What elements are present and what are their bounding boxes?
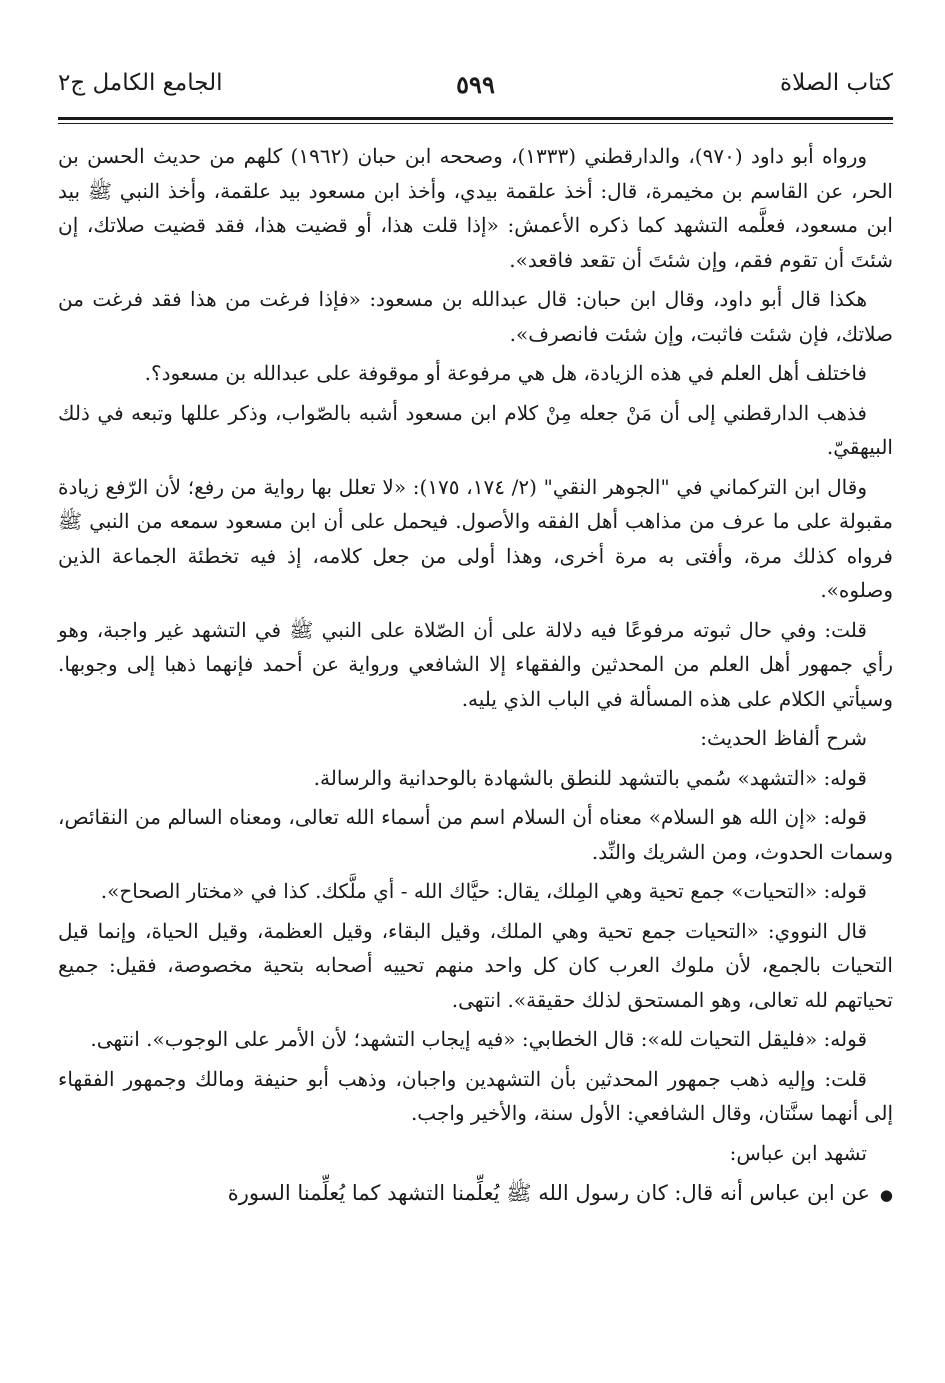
paragraph: فاختلف أهل العلم في هذه الزيادة، هل هي مرفوعة أو موقوفة على عبدالله بن مسعود؟. xyxy=(144,361,867,385)
page-header xyxy=(58,70,893,110)
paragraph: قوله: «التحيات» جمع تحية وهي المِلك، يقال: حيَّاك الله - أي ملَّكك. كذا في «مختار الصحاح». xyxy=(100,879,867,903)
paragraph: قلت: وإليه ذهب جمهور المحدثين بأن التشهدين واجبان، وذهب أبو حنيفة ومالك وجمهور الفقهاء إلى أنهما سنَّتان، وقال الشافعي: الأول سنة، والأخير واجب. xyxy=(58,1066,893,1125)
section-heading: تشهد ابن عباس: xyxy=(729,1140,867,1165)
chapter-title: كتاب الصلاة xyxy=(780,70,893,96)
paragraph: فذهب الدارقطني إلى أن مَنْ جعله مِنْ كلام ابن مسعود أشبه بالصّواب، وذكر عللها وتبعه في ذلك البيهقيّ. xyxy=(58,400,893,459)
page-body xyxy=(58,139,893,1218)
hadith-line xyxy=(58,1176,893,1213)
header-rule-thin xyxy=(58,123,893,124)
paragraph: قال النووي: «التحيات جمع تحية وهي الملك، وقيل البقاء، وقيل العظمة، وقيل الحياة، وإنما قيل التحيات بالجمع، لأن ملوك العرب كان كل واحد منهم تحييه أصحابه بتحية مخصوصة، فقيل: جميع تحياتهم لله تعالى، وهو المستحق لذلك حقيقة». انتهى. xyxy=(58,918,893,1012)
paragraph: وقال ابن التركماني في "الجوهر النقي" (٢/ ١٧٤، ١٧٥): «لا تعلل بها رواية من رفع؛ لأن الرّفع زيادة مقبولة على ما عرف من مذاهب أهل الفقه والأصول. فيحمل على أن ابن مسعود سمعه من النبي ﷺ فرواه كذلك مرة، وأفتى به مرة أخرى، وهذا أولى من جعل كلامه، إذ فيه تخطئة الجماعة الذين وصلوه». xyxy=(58,474,893,602)
paragraph: قوله: «التشهد» سُمي بالتشهد للنطق بالشهادة بالوحدانية والرسالة. xyxy=(313,765,867,790)
paragraph: قوله: «إن الله هو السلام» معناه أن السلام اسم من أسماء الله تعالى، ومعناه السالم من النقائص، وسمات الحدوث، ومن الشريك والنِّد. xyxy=(58,805,893,864)
header-rule-thick xyxy=(58,117,893,120)
page-number: ٥٩٩ xyxy=(456,70,495,99)
section-heading: شرح ألفاظ الحديث: xyxy=(700,726,867,750)
book-title: الجامع الكامل ج٢ xyxy=(58,70,223,96)
hadith-text: عن ابن عباس أنه قال: كان رسول الله ﷺ يُعلِّمنا التشهد كما يُعلِّمنا السورة xyxy=(227,1181,870,1205)
bullet-icon: ● xyxy=(879,1186,893,1204)
paragraph: قوله: «فليقل التحيات لله»: قال الخطابي: «فيه إيجاب التشهد؛ لأن الأمر على الوجوب». انتهى. xyxy=(90,1027,867,1051)
paragraph: هكذا قال أبو داود، وقال ابن حبان: قال عبدالله بن مسعود: «فإذا فرغت من هذا فقد فرغت من صلاتك، فإن شئت فاثبت، وإن شئت فانصرف». xyxy=(58,287,893,346)
paragraph: قلت: وفي حال ثبوته مرفوعًا فيه دلالة على أن الصّلاة على النبي ﷺ في التشهد غير واجبة، وهو رأي جمهور أهل العلم من المحدثين والفقهاء إلا الشافعي ورواية عن أحمد فإنهما ذهبا إلى وجوبها. وسيأتي الكلام على هذه المسألة في الباب الذي يليه. xyxy=(58,617,893,711)
paragraph: ورواه أبو داود (٩٧٠)، والدارقطني (١٣٣٣)، وصححه ابن حبان (١٩٦٢) كلهم من حديث الحسن بن الحر، عن القاسم بن مخيمرة، قال: أخذ علقمة بيدي، وأخذ ابن مسعود بيد علقمة، وأخذ النبي ﷺ بيد ابن مسعود، فعلَّمه التشهد كما ذكره الأعمش: «إذا قلت هذا، أو قضيت هذا، فقد قضيت صلاتك، إن شئتَ أن تقوم فقم، وإن شئتَ أن تقعد فاقعد». xyxy=(58,144,893,272)
